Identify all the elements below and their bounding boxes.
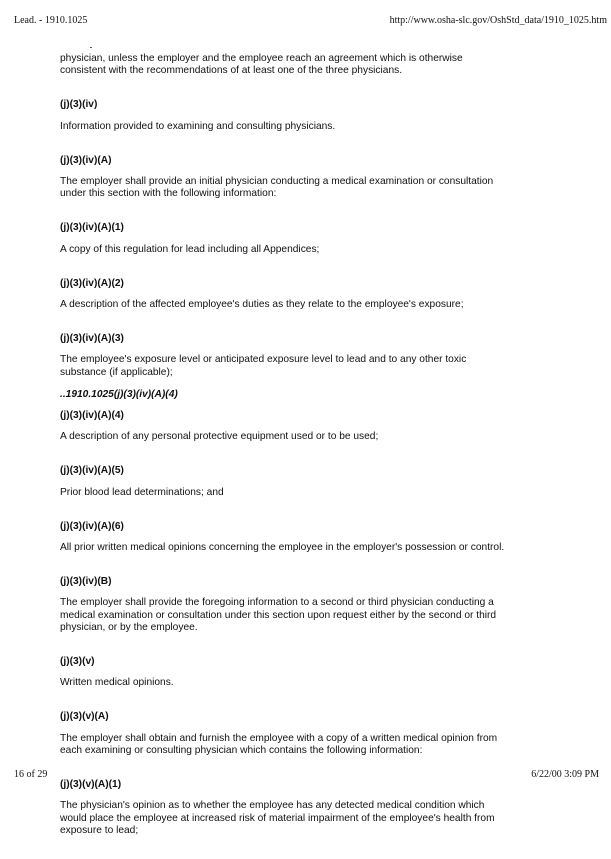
section-body: The physician's opinion as to whether the employee has any detected medical condition which would place the employee at increased risk of material impairment of the employee's health from exposure to lead; [60,800,495,836]
document-body [60,53,510,859]
cross-reference: ..1910.1025(j)(3)(iv)(A)(4) [60,388,178,400]
section-body: The employee's exposure level or anticipated exposure level to lead and to any other toxic substance (if applicable); [60,354,467,378]
section-j-3-iv-a [60,155,510,201]
section-heading: (j)(3)(iv)(A) [60,154,112,166]
page-count: 16 of 29 [14,769,48,780]
scan-speck [90,47,92,48]
section-body: The employer shall provide the foregoing information to a second or third physician conducting a medical examination or consultation under this section upon request either by the second or third physician, or by the employee. [60,597,497,633]
section-body: The employer shall obtain and furnish the employee with a copy of a written medical opinion from each examining or consulting physician which contains the following information: [60,732,498,756]
section-heading: (j)(3)(v)(A)(1) [60,779,122,791]
section-heading: (j)(3)(v) [60,656,95,668]
section-j-3-iv-a-6 [60,521,510,554]
section-body: A copy of this regulation for lead including all Appendices; [60,243,320,255]
section-j-3-iv-b [60,576,510,634]
intro-paragraph: physician, unless the employer and the employee reach an agreement which is otherwise consistent with the recommendations of at least one of the three physicians. [60,53,463,77]
section-heading: (j)(3)(iv)(A)(4) [60,410,124,422]
header-title: Lead. - 1910.1025 [14,15,88,26]
section-j-3-iv-a-5 [60,465,510,498]
section-heading: (j)(3)(iv)(A)(1) [60,222,124,234]
print-timestamp: 6/22/00 3:09 PM [531,769,599,780]
header-url: http://www.osha-slc.gov/OshStd_data/1910_1025.htm [389,15,607,26]
section-body: Information provided to examining and consulting physicians. [60,120,336,132]
section-j-3-iv-a-3 [60,333,510,379]
section-j-3-v-a [60,711,510,757]
section-j-3-v [60,656,510,689]
section-body: Written medical opinions. [60,677,174,689]
section-heading: (j)(3)(iv) [60,99,98,111]
section-body: All prior written medical opinions concerning the employee in the employer's possession or control. [60,542,505,554]
section-body: A description of any personal protective equipment used or to be used; [60,431,379,443]
section-j-3-iv-a-2 [60,278,510,311]
section-heading: (j)(3)(iv)(A)(6) [60,520,124,532]
section-heading: (j)(3)(iv)(A)(3) [60,333,124,345]
section-heading: (j)(3)(iv)(B) [60,576,112,588]
section-heading: (j)(3)(v)(A) [60,711,109,723]
section-body: The employer shall provide an initial physician conducting a medical examination or consultation under this section with the following information: [60,176,494,200]
section-j-3-iv [60,99,510,132]
section-body: Prior blood lead determinations; and [60,486,224,498]
section-j-3-v-a-1 [60,779,510,837]
section-heading: (j)(3)(iv)(A)(5) [60,465,124,477]
section-j-3-iv-a-1 [60,222,510,255]
section-heading: (j)(3)(iv)(A)(2) [60,277,124,289]
section-j-3-iv-a-4 [60,410,510,443]
section-body: A description of the affected employee's duties as they relate to the employee's exposure; [60,299,464,311]
